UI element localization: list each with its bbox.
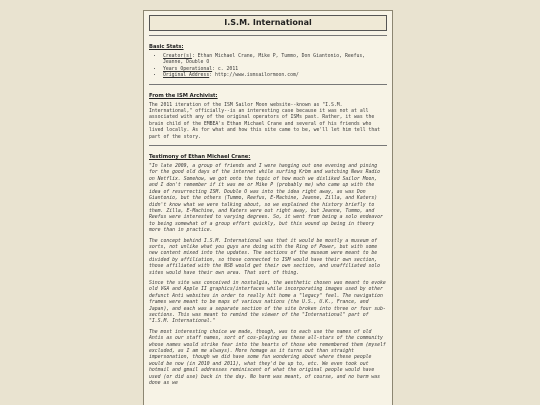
divider <box>149 145 387 146</box>
address-link[interactable]: Original Address <box>163 73 210 79</box>
testimony-paragraph: Since the site was conceived in nostalgia, the aesthetic chosen was meant to evoke old VGA and Apple II graphics/interfaces while incorporating images used by other defunct Anti websites in order to really hit home a "legacy" feel. The navigation frames were meant to be maps of various nations (the U.S., U.K., France, and Japan), and each was a separate section of the site broken into three or four sub-sections. This was meant to remind the viewer of the "International" part of "I.S.M. International." <box>149 280 386 325</box>
creators-link[interactable]: Creator(s) <box>163 54 192 59</box>
divider <box>149 84 387 85</box>
list-item <box>163 73 387 79</box>
creators-value: : Ethan Michael Crane, Mike P, Tummo, Don Giantonio, Reefus, Jeanne, Double O <box>163 54 366 66</box>
testimony-paragraph: The most interesting choice we made, though, was to each use the names of old Antis as our staff names, sort of cos-playing as these all-stars of the community whose names would strike fear into the hearts of those who remembered them (myself excluded, as I am me always). More homage as it turns out than straight impersonation, though we did have some fun wondering about where these people would be now (in 2010 and 2011), what they'd be up to, etc. We even took out hotmail and gmail addresses reminiscent of what the original people would have used (or did use) back in the day. No harm was meant, of course, and no harm was done as we <box>149 329 386 387</box>
testimony-heading: Testimony of Ethan Michael Crane: <box>149 154 251 161</box>
testimony-body <box>149 164 387 387</box>
years-link[interactable]: Years Operational <box>163 66 213 72</box>
archivist-heading: From the ISM Archivist: <box>149 92 218 99</box>
divider <box>149 35 387 36</box>
years-value: : c. 2011 <box>212 66 239 72</box>
basic-stats-list <box>149 54 387 80</box>
testimony-paragraph: The concept behind I.S.M. International was that it would be mostly a museum of sorts, not unlike what you guys are doing with the Ring of Power, but with some new content mixed into the updates. The sections of the museum were meant to be divided by affiliation, so those connected to ISM would have their own section, those affiliated with the NSB would get their own section, and unaffiliated solo sites would have their own area. That sort of thing. <box>149 238 381 276</box>
page-container <box>143 10 393 405</box>
address-value: : http://www.ismsailormoon.com/ <box>209 73 299 79</box>
list-item <box>163 54 387 67</box>
archivist-text: The 2011 iteration of the ISM Sailor Moon website--known as "I.S.M. International," officially--is an interesting case because it was not at all associated with any of the original operators of ISMs past. Rather, it was the brain child of the EMBEA's Ethan Michael Crane and several of his friends who lived locally. As for what and how this site came to be, we'll let him tell that part of the story. <box>149 102 381 140</box>
page-title: I.S.M. International <box>149 15 387 31</box>
basic-stats-heading: Basic Stats: <box>149 44 184 50</box>
testimony-paragraph: "In late 2009, a group of friends and I were hanging out one evening and pining for the good old days of the internet while surfing Krbm and watching News Radio on Netflix. Somehow, we got onto the topic of how much we disliked Sailor Moon, and I don't remember if it was me or Mike P (probably me) who came up with the idea of resurrecting ISM. Double O was into the idea right away, as was Don Giantonio, but the others (Tummo, Reefus, E-Machine, Jeanne, Zilla, and Katers) didn't know what we were talking about, so we explained the history briefly to them. Zilla, E-Machine, and Katers were out right away, but Jeanne, Tummo, and Reefus were interested to varying degrees. So, it went from being a solo endeavor to being somewhat of a group effort quickly, but this wound up being in theory more than in practice. <box>149 164 383 234</box>
